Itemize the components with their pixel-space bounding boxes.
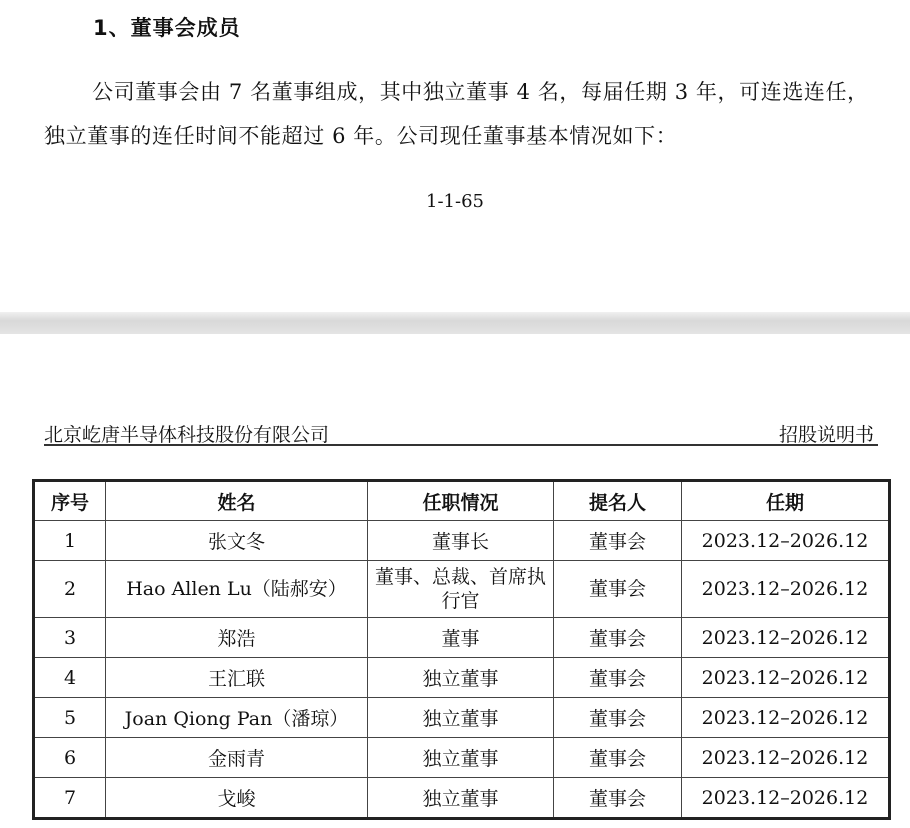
cell-name: Hao Allen Lu（陆郝安）	[106, 561, 368, 618]
table-row	[34, 618, 890, 658]
table-row	[34, 658, 890, 698]
cell-nominator: 董事会	[554, 738, 682, 778]
header-nominator: 提名人	[554, 481, 682, 521]
cell-term: 2023.12–2026.12	[682, 698, 890, 738]
cell-name: Joan Qiong Pan（潘琼）	[106, 698, 368, 738]
cell-name: 金雨青	[106, 738, 368, 778]
table-row	[34, 738, 890, 778]
cell-position: 独立董事	[368, 658, 554, 698]
cell-index: 2	[34, 561, 106, 618]
cell-position: 独立董事	[368, 738, 554, 778]
cell-term: 2023.12–2026.12	[682, 658, 890, 698]
cell-nominator: 董事会	[554, 561, 682, 618]
directors-table	[32, 479, 891, 820]
table-row	[34, 521, 890, 561]
cell-position: 董事长	[368, 521, 554, 561]
cell-name: 王汇联	[106, 658, 368, 698]
page-number: 1-1-65	[426, 191, 484, 212]
table-row	[34, 698, 890, 738]
document-type: 招股说明书	[778, 424, 874, 446]
cell-name: 郑浩	[106, 618, 368, 658]
cell-index: 5	[34, 698, 106, 738]
cell-nominator: 董事会	[554, 698, 682, 738]
section-heading: 1、董事会成员	[93, 16, 241, 40]
header-term: 任期	[682, 481, 890, 521]
cell-index: 6	[34, 738, 106, 778]
cell-name: 张文冬	[106, 521, 368, 561]
cell-position: 董事、总裁、首席执行官	[368, 561, 554, 618]
cell-nominator: 董事会	[554, 521, 682, 561]
cell-index: 4	[34, 658, 106, 698]
cell-term: 2023.12–2026.12	[682, 778, 890, 819]
running-header	[44, 420, 878, 446]
table-row	[34, 561, 890, 618]
cell-position: 董事	[368, 618, 554, 658]
cell-name: 戈峻	[106, 778, 368, 819]
table-header-row	[34, 481, 890, 521]
header-position: 任职情况	[368, 481, 554, 521]
cell-position: 独立董事	[368, 698, 554, 738]
board-composition-paragraph: 公司董事会由 7 名董事组成，其中独立董事 4 名，每届任期 3 年，可连选连任，独立董事的连任时间不能超过 6 年。公司现任董事基本情况如下：	[44, 80, 869, 148]
cell-nominator: 董事会	[554, 618, 682, 658]
header-name: 姓名	[106, 481, 368, 521]
cell-nominator: 董事会	[554, 658, 682, 698]
cell-term: 2023.12–2026.12	[682, 561, 890, 618]
company-name: 北京屹唐半导体科技股份有限公司	[44, 424, 330, 446]
cell-index: 1	[34, 521, 106, 561]
previous-page	[0, 0, 910, 312]
header-index: 序号	[34, 481, 106, 521]
cell-index: 7	[34, 778, 106, 819]
cell-nominator: 董事会	[554, 778, 682, 819]
table-row	[34, 778, 890, 819]
cell-term: 2023.12–2026.12	[682, 521, 890, 561]
cell-term: 2023.12–2026.12	[682, 738, 890, 778]
cell-term: 2023.12–2026.12	[682, 618, 890, 658]
page-separator	[0, 312, 910, 334]
cell-position: 独立董事	[368, 778, 554, 819]
cell-index: 3	[34, 618, 106, 658]
